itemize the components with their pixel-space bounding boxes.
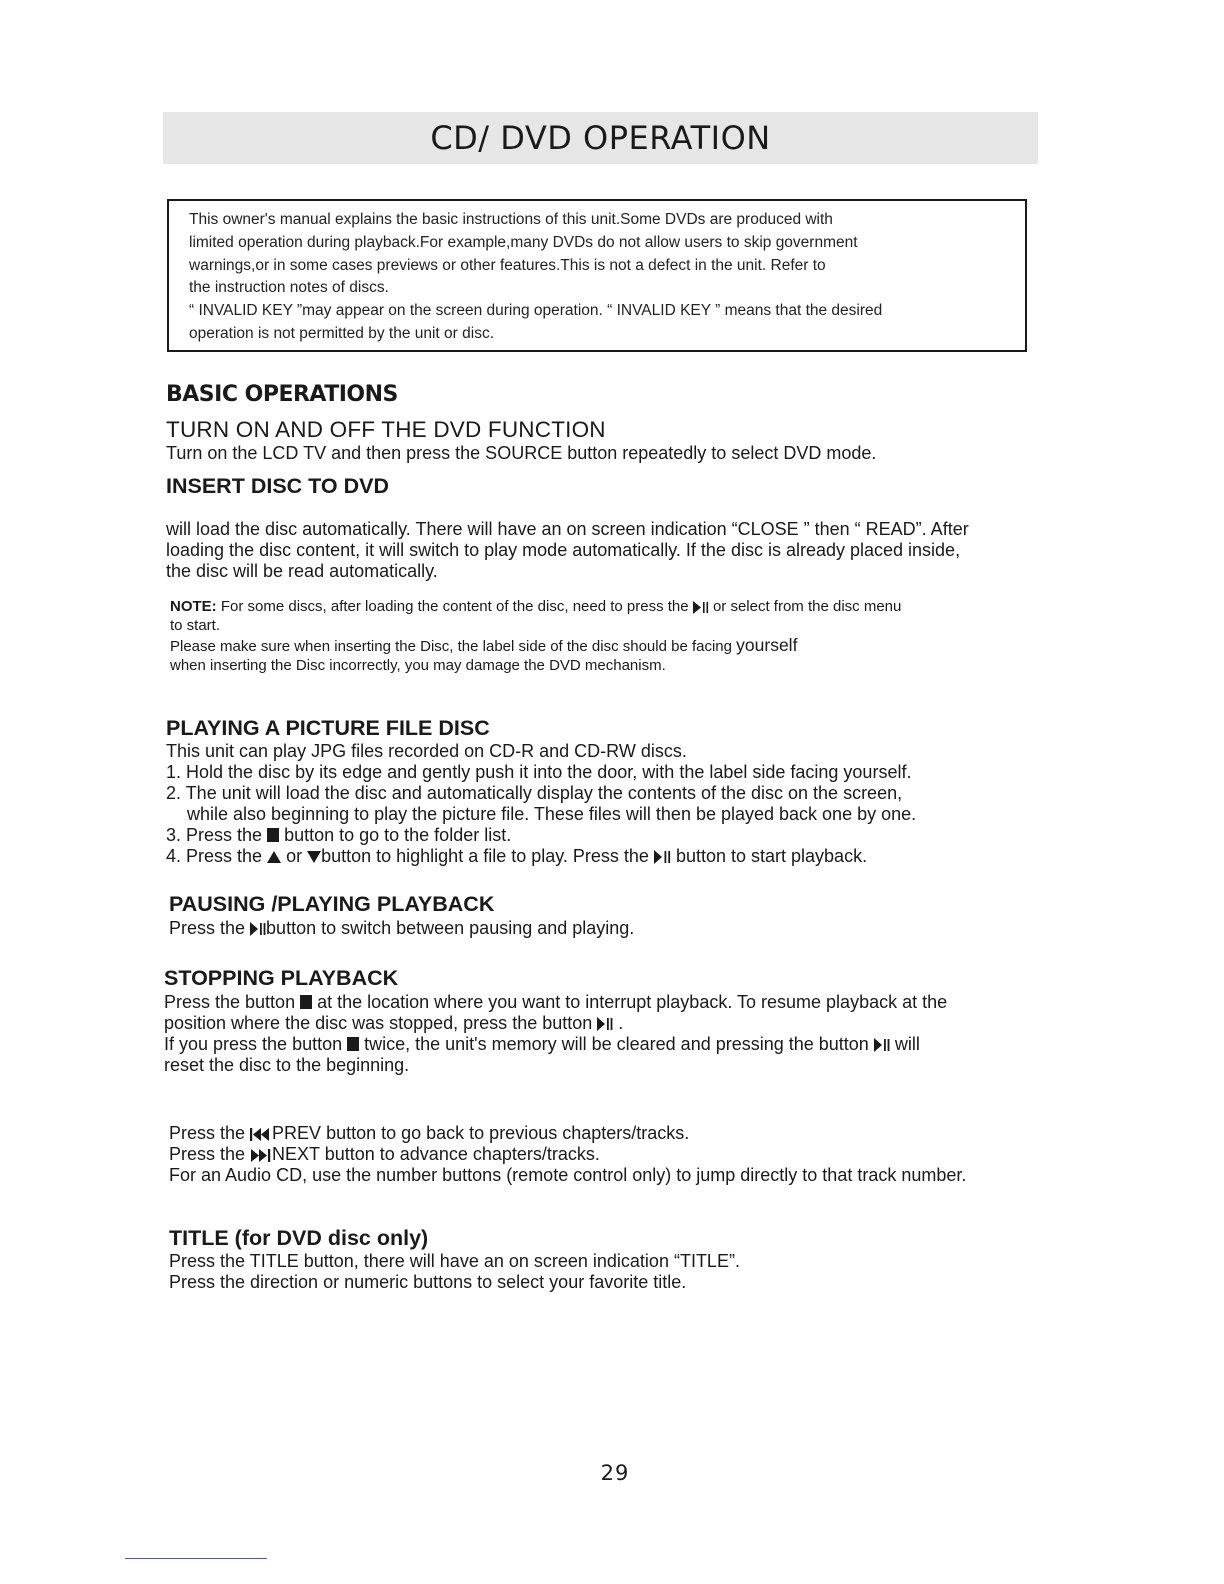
stopping-line xyxy=(164,992,947,1013)
skip-text: PREV button to go back to previous chapters/tracks. xyxy=(272,1123,690,1143)
down-arrow-icon xyxy=(307,851,321,863)
skip-line xyxy=(169,1144,600,1165)
stopping-line: reset the disc to the beginning. xyxy=(164,1055,410,1075)
skip-text: NEXT button to advance chapters/tracks. xyxy=(272,1144,600,1164)
note-line: to start. xyxy=(170,617,221,634)
notice-line: operation is not permitted by the unit or disc. xyxy=(189,324,494,342)
skip-line: For an Audio CD, use the number buttons (remote control only) to jump directly to that track number. xyxy=(169,1165,967,1185)
picture-step xyxy=(166,825,511,846)
stop-icon xyxy=(347,1037,359,1051)
stopping-text: will xyxy=(889,1034,920,1054)
stopping-text: at the location where you want to interrupt playback. To resume playback at the xyxy=(312,992,948,1012)
skip-text: Press the xyxy=(169,1123,251,1143)
notice-line: limited operation during playback.For example,many DVDs do not allow users to skip government xyxy=(189,233,858,251)
up-arrow-icon xyxy=(267,851,281,863)
insert-disc-line: loading the disc content, it will switch to play mode automatically. If the disc is already placed inside, xyxy=(166,540,961,560)
play-pause-icon xyxy=(597,1017,613,1031)
step-text: button to start playback. xyxy=(670,846,868,866)
stop-icon xyxy=(267,828,279,842)
picture-intro: This unit can play JPG files recorded on CD-R and CD-RW discs. xyxy=(166,741,687,761)
notice-line: the instruction notes of discs. xyxy=(189,279,389,297)
picture-step: 2. The unit will load the disc and automatically display the contents of the disc on the screen, xyxy=(166,783,903,803)
previous-track-icon xyxy=(250,1128,272,1141)
footer-rule xyxy=(125,1558,267,1559)
picture-step: 1. Hold the disc by its edge and gently push it into the door, with the label side facing yourself. xyxy=(166,762,912,782)
pausing-heading: PAUSING /PLAYING PLAYBACK xyxy=(169,892,495,916)
picture-disc-heading: PLAYING A PICTURE FILE DISC xyxy=(166,716,490,740)
play-pause-icon xyxy=(693,601,709,614)
note-label: NOTE: xyxy=(170,598,217,615)
note-text: For some discs, after loading the content of the disc, need to press the xyxy=(216,598,693,615)
stopping-heading: STOPPING PLAYBACK xyxy=(164,966,399,990)
note-line: when inserting the Disc incorrectly, you may damage the DVD mechanism. xyxy=(170,657,666,674)
page-number: 29 xyxy=(600,1461,630,1485)
pausing-text xyxy=(169,918,634,939)
stopping-line xyxy=(164,1034,920,1055)
notice-line: “ INVALID KEY ”may appear on the screen during operation. “ INVALID KEY ” means that the desired xyxy=(189,302,883,320)
stop-icon xyxy=(300,995,312,1009)
turn-on-off-heading: TURN ON AND OFF THE DVD FUNCTION xyxy=(166,417,606,442)
stopping-text: twice, the unit's memory will be cleared and pressing the button xyxy=(359,1034,874,1054)
stopping-line xyxy=(164,1013,623,1034)
skip-text: Press the xyxy=(169,1144,251,1164)
stopping-text: . xyxy=(613,1013,624,1033)
play-pause-icon xyxy=(654,850,671,864)
play-pause-icon xyxy=(250,922,266,936)
step-text: or xyxy=(281,846,308,866)
note-text: yourself xyxy=(736,635,798,655)
note-text: Please make sure when inserting the Disc, the label side of the disc should be facing xyxy=(170,638,737,655)
note-line xyxy=(170,636,797,657)
title-section-line: Press the TITLE button, there will have an on screen indication “TITLE”. xyxy=(169,1251,740,1271)
insert-disc-line: the disc will be read automatically. xyxy=(166,561,438,581)
insert-disc-line: will load the disc automatically. There will have an on screen indication “CLOSE ” then “ READ”. After xyxy=(166,519,969,539)
next-track-icon xyxy=(250,1149,272,1162)
stopping-text: position where the disc was stopped, press the button xyxy=(164,1013,598,1033)
page-title: CD/ DVD OPERATION xyxy=(430,119,771,157)
title-section-line: Press the direction or numeric buttons to select your favorite title. xyxy=(169,1272,687,1292)
picture-step xyxy=(166,846,867,867)
stopping-text: If you press the button xyxy=(164,1034,348,1054)
pausing-text-part: button to switch between pausing and playing. xyxy=(266,918,635,938)
note-line xyxy=(170,597,901,617)
page-title-bar xyxy=(163,112,1038,164)
step-text: button to go to the folder list. xyxy=(279,825,512,845)
step-text: 4. Press the xyxy=(166,846,268,866)
note-text: or select from the disc menu xyxy=(708,598,902,615)
turn-on-off-text: Turn on the LCD TV and then press the SOURCE button repeatedly to select DVD mode. xyxy=(166,443,877,463)
play-pause-icon xyxy=(874,1038,890,1052)
insert-disc-heading: INSERT DISC TO DVD xyxy=(166,474,389,498)
notice-box xyxy=(167,199,1027,352)
step-text: 3. Press the xyxy=(166,825,268,845)
picture-step: while also beginning to play the picture file. These files will then be played back one by one. xyxy=(187,804,917,824)
stopping-text: Press the button xyxy=(164,992,301,1012)
skip-line xyxy=(169,1123,689,1144)
pausing-text-part: Press the xyxy=(169,918,251,938)
title-section-heading: TITLE (for DVD disc only) xyxy=(169,1226,429,1250)
notice-line: This owner's manual explains the basic instructions of this unit.Some DVDs are produced with xyxy=(189,211,833,228)
step-text: button to highlight a file to play. Press the xyxy=(321,846,654,866)
notice-line: warnings,or in some cases previews or other features.This is not a defect in the unit. Refer to xyxy=(189,256,826,274)
basic-operations-heading: BASIC OPERATIONS xyxy=(166,382,398,407)
